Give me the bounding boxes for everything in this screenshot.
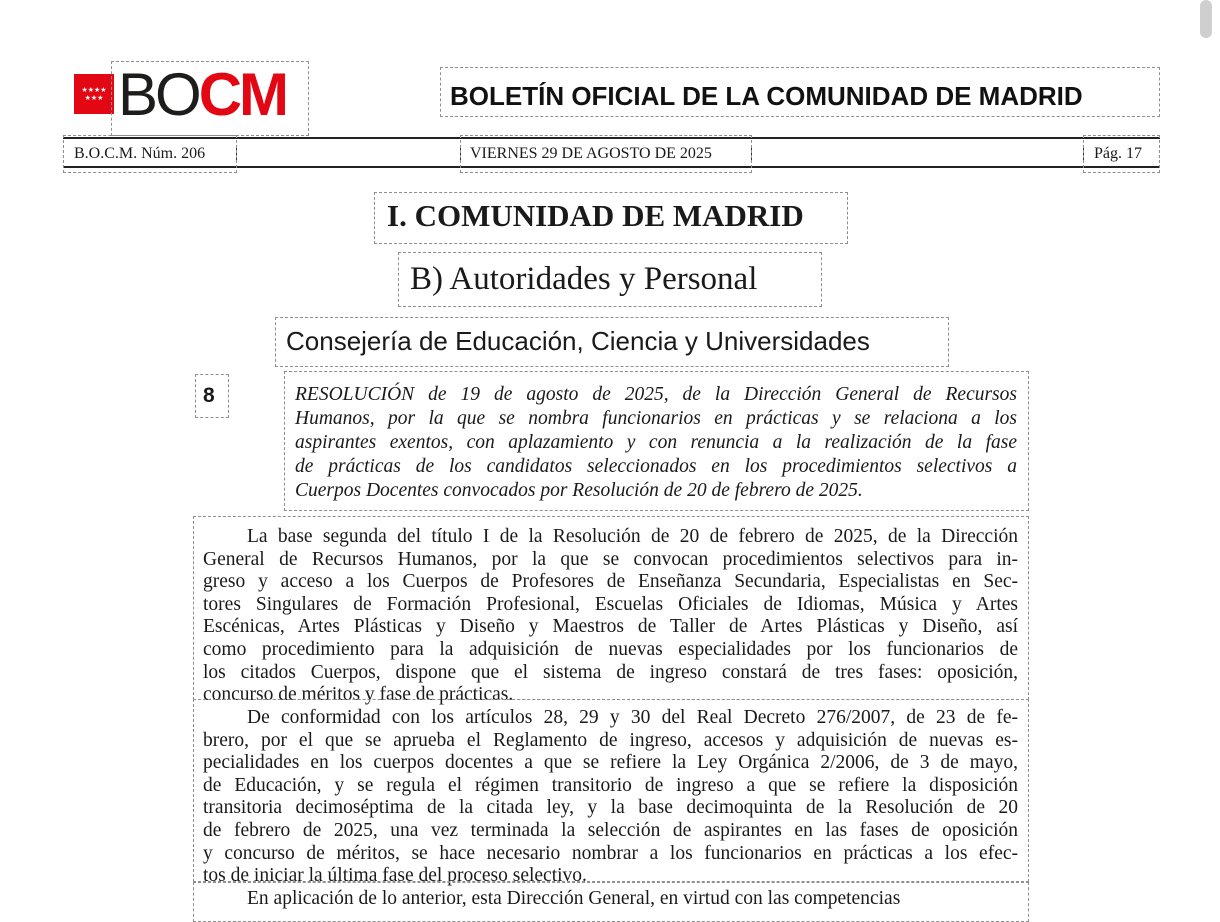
- paragraph-3-frame: [193, 882, 1029, 922]
- paragraph-line: transitoria decimoséptima de la citada ley, y la base decimoquinta de la Resolución de 20: [203, 797, 1018, 819]
- ministry-frame: [275, 317, 949, 367]
- paragraph-2-frame: [193, 699, 1029, 882]
- masthead-frame: [440, 67, 1160, 117]
- announcement-number-frame: [195, 374, 229, 418]
- summary-frame: [284, 371, 1029, 511]
- paragraph-line: brero, por el que se aprueba el Reglamento de ingreso, accesos y adquisición de nuevas es-: [203, 729, 1018, 751]
- section-title: I. COMUNIDAD DE MADRID: [387, 198, 804, 233]
- paragraph-line: como procedimiento para la adquisición de nuevas especialidades por los funcionarios de: [203, 638, 1018, 660]
- paragraph-line: Escénicas, Artes Plásticas y Diseño y Maestros de Taller de Artes Plásticas y Diseño, así: [203, 616, 1018, 638]
- paragraph-line: concurso de méritos y fase de prácticas.: [203, 684, 514, 706]
- summary-line: RESOLUCIÓN de 19 de agosto de 2025, de la Dirección General de Recursos: [295, 384, 1017, 405]
- paragraph-1-frame: [193, 516, 1029, 700]
- subsection-title: B) Autoridades y Personal: [410, 261, 758, 297]
- meta-frame-left: [63, 135, 237, 173]
- paragraph-line: y concurso de méritos, se hace necesario nombrar a los funcionarios en prácticas a los efec-: [203, 842, 1018, 864]
- paragraph-line: General de Recursos Humanos, por la que se convocan procedimientos selectivos para in-: [203, 548, 1018, 570]
- paragraph-line: los citados Cuerpos, dispone que el sistema de ingreso constará de tres fases: oposición,: [203, 661, 1018, 683]
- meta-frame-right: [1083, 135, 1160, 173]
- madrid-flag-logo: [74, 74, 114, 114]
- logo-cm: CM: [198, 61, 287, 128]
- summary-line: Humanos, por la que se nombra funcionarios en prácticas y se relaciona a los: [295, 408, 1017, 429]
- summary-line: aspirantes exentos, con aplazamiento y con renuncia a la realización de la fase: [295, 432, 1017, 453]
- paragraph-line: tores Singulares de Formación Profesional, Escuelas Oficiales de Idiomas, Música y Artes: [203, 593, 1018, 615]
- flag-stars-icon: ★★★★ ★★★: [81, 86, 107, 102]
- issue-date: VIERNES 29 DE AGOSTO DE 2025: [470, 145, 712, 162]
- paragraph-line: De conformidad con los artículos 28, 29 y 30 del Real Decreto 276/2007, de 23 de fe-: [247, 707, 1018, 728]
- ministry-title: Consejería de Educación, Ciencia y Universidades: [286, 326, 870, 356]
- logo-bo: BO: [118, 61, 199, 128]
- masthead-title: BOLETÍN OFICIAL DE LA COMUNIDAD DE MADRID: [450, 81, 1083, 111]
- issue-number: B.O.C.M. Núm. 206: [74, 145, 206, 162]
- announcement-number: 8: [203, 384, 215, 407]
- summary-line: de prácticas de los candidatos seleccionados en los procedimientos selectivos a: [295, 456, 1017, 477]
- page-number: Pág. 17: [1094, 145, 1142, 162]
- paragraph-line: greso y acceso a los Cuerpos de Profesores de Enseñanza Secundaria, Especialistas en Sec-: [203, 571, 1018, 593]
- paragraph-line: pecialidades en los cuerpos docentes a que se refiere la Ley Orgánica 2/2006, de 3 de mayo,: [203, 752, 1018, 774]
- paragraph-line: La base segunda del título I de la Resolución de 20 de febrero de 2025, de la Dirección: [247, 526, 1018, 547]
- meta-frame-center: [460, 135, 752, 173]
- paragraph-line: En aplicación de lo anterior, esta Dirección General, en virtud con las competencias: [247, 888, 901, 909]
- logo-frame: [111, 61, 309, 136]
- scrollbar-thumb[interactable]: [1200, 0, 1212, 38]
- section-frame: [374, 192, 848, 244]
- subsection-frame: [398, 252, 822, 307]
- paragraph-line: tos de iniciar la última fase del proceso selectivo.: [203, 865, 587, 887]
- summary-line: Cuerpos Docentes convocados por Resolución de 20 de febrero de 2025.: [295, 480, 863, 501]
- paragraph-line: de febrero de 2025, una vez terminada la selección de aspirantes en las fases de oposición: [203, 819, 1018, 841]
- paragraph-line: de Educación, y se regula el régimen transitorio de ingreso a que se refiere la disposición: [203, 774, 1018, 796]
